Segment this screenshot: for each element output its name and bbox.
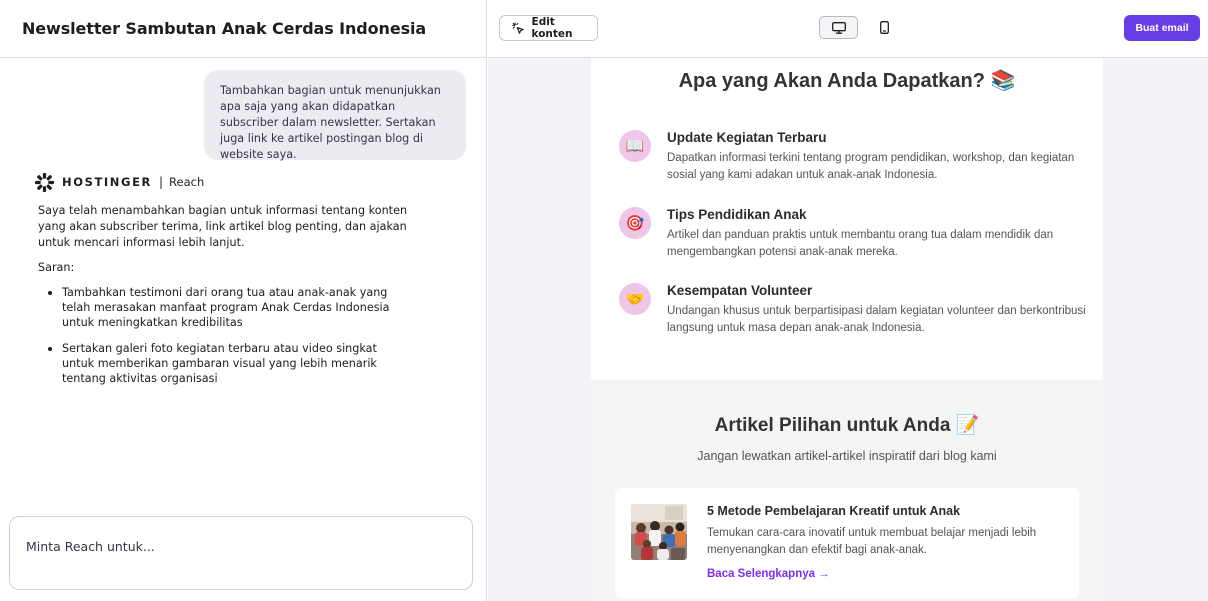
prompt-box[interactable] xyxy=(9,516,473,590)
articles-title: Artikel Pilihan untuk Anda 📝 xyxy=(714,415,980,436)
benefit-description: Artikel dan panduan praktis untuk membantu orang tua dalam mendidik dan mengembangkan potensi anak-anak mereka. xyxy=(667,229,1054,258)
article-thumbnail xyxy=(631,504,687,560)
read-more-link[interactable]: Baca Selengkapnya → xyxy=(707,568,830,580)
brand-name: HOSTINGER xyxy=(62,175,152,189)
handshake-icon: 🤝 xyxy=(619,283,651,315)
articles-subtitle: Jangan lewatkan artikel-artikel inspiratif dari blog kami xyxy=(697,449,997,463)
article-card xyxy=(615,488,1079,598)
suggestion-item: Tambahkan testimoni dari orang tua atau anak-anak yang telah merasakan manfaat program Anak Cerdas Indonesia untuk meningkatkan kredibilitas xyxy=(62,285,392,330)
mobile-icon xyxy=(880,21,889,34)
edit-content-label: Edit konten xyxy=(531,16,573,40)
brand-separator: | xyxy=(158,175,164,189)
suggestions-list xyxy=(38,285,418,386)
cursor-sparkle-icon xyxy=(512,22,525,35)
hostinger-logo-icon xyxy=(35,173,54,192)
target-icon: 🎯 xyxy=(619,207,651,239)
assistant-brand xyxy=(35,173,204,191)
classroom-photo-icon xyxy=(631,504,687,560)
chat-panel xyxy=(0,0,487,601)
assistant-message xyxy=(38,203,418,397)
user-message: Tambahkan bagian untuk menunjukkan apa saja yang akan didapatkan subscriber dalam newsletter. Sertakan juga link ke artikel postingan blog di website saya. xyxy=(204,70,466,160)
suggestions-label: Saran: xyxy=(38,261,75,274)
benefit-description: Undangan khusus untuk berpartisipasi dalam kegiatan volunteer dan berkontribusi langsung untuk masa depan anak-anak Indonesia. xyxy=(667,305,1086,334)
edit-content-button[interactable] xyxy=(499,15,598,41)
article-title: 5 Metode Pembelajaran Kreatif untuk Anak xyxy=(707,504,961,518)
preview-panel xyxy=(488,0,1208,601)
brand-product: Reach xyxy=(169,175,205,189)
benefit-title: Update Kegiatan Terbaru xyxy=(667,130,827,145)
suggestion-item: Sertakan galeri foto kegiatan terbaru atau video singkat untuk memberikan gambaran visual yang lebih menarik tentang aktivitas organisasi xyxy=(62,341,392,386)
book-icon: 📖 xyxy=(619,130,651,162)
desktop-icon xyxy=(832,22,846,34)
prompt-input[interactable] xyxy=(26,539,456,554)
preview-toolbar xyxy=(488,0,1208,58)
article-description: Temukan cara-cara inovatif untuk membuat belajar menjadi lebih menyenangkan dan efektif bagi anak-anak. xyxy=(707,527,1037,556)
assistant-intro: Saya telah menambahkan bagian untuk informasi tentang konten yang akan subscriber terima, link artikel blog penting, dan ajakan untuk mencari informasi lebih lanjut. xyxy=(38,204,408,249)
benefit-description: Dapatkan informasi terkini tentang program pendidikan, workshop, dan kegiatan sosial yang kami adakan untuk anak-anak Indonesia. xyxy=(667,152,1075,181)
email-preview xyxy=(591,58,1103,601)
articles-section xyxy=(591,380,1103,601)
create-email-button[interactable]: Buat email xyxy=(1124,15,1200,41)
benefit-title: Tips Pendidikan Anak xyxy=(667,207,807,222)
benefit-title: Kesempatan Volunteer xyxy=(667,283,813,298)
mobile-view-button[interactable] xyxy=(873,16,896,39)
chat-header xyxy=(0,0,486,58)
benefits-title: Apa yang Akan Anda Dapatkan? 📚 xyxy=(678,70,1016,92)
desktop-view-button[interactable] xyxy=(819,16,858,39)
page-title: Newsletter Sambutan Anak Cerdas Indonesia xyxy=(22,19,427,38)
